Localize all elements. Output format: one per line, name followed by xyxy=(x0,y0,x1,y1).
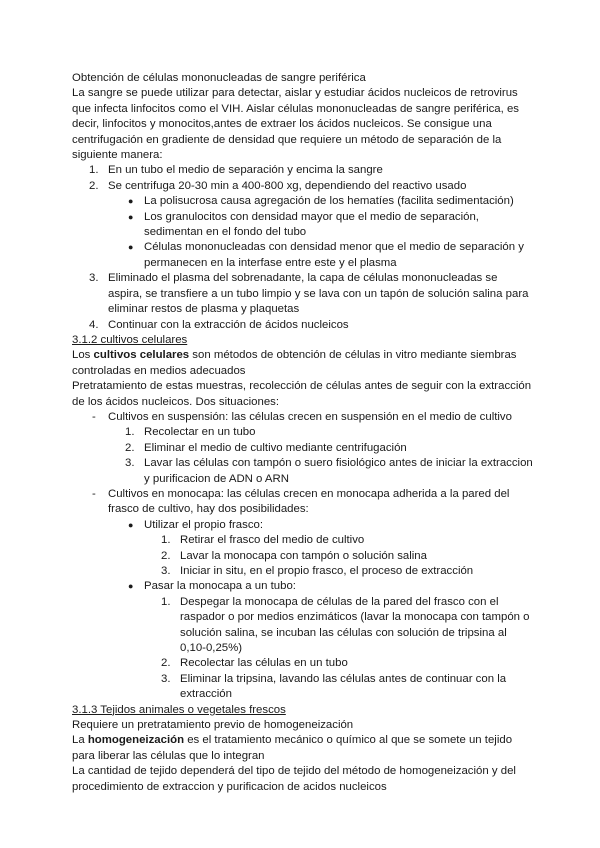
list-item: 2. Recolectar las células en un tubo xyxy=(161,657,348,670)
list-item: - Cultivos en suspensión: las células crecen en suspensión en el medio de cultivo xyxy=(92,410,512,423)
pretreatment-paragraph: Pretratamiento de estas muestras, recolección de células antes de seguir con la extracción de los ácidos nucleicos. Dos situaciones: xyxy=(72,380,532,408)
list-item: - Cultivos en monocapa: las células crecen en monocapa adherida a la pared del frasco de cultivo, hay dos posibilidades: xyxy=(92,487,510,516)
section-title: Obtención de células mononucleadas de sangre periférica xyxy=(72,72,366,84)
list-item: 2. Lavar la monocapa con tampón o solución salina xyxy=(161,549,427,562)
closing-paragraph: La cantidad de tejido dependerá del tipo de tejido del método de homogeneización y del procedimiento de extraccion y purificacion de acidos nucleicos xyxy=(72,765,516,793)
list-item: ● Pasar la monocapa a un tubo: xyxy=(128,580,296,593)
section-heading: 3.1.2 cultivos celulares xyxy=(72,333,188,346)
list-item: 1. En un tubo el medio de separación y encima la sangre xyxy=(89,164,383,177)
situations-list xyxy=(72,410,534,703)
list-item: 1. Recolectar en un tubo xyxy=(125,426,256,439)
list-item: ● Utilizar el propio frasco: xyxy=(128,518,264,531)
procedure-list xyxy=(72,163,534,332)
definition-paragraph: La homogeneización es el tratamiento mecánico o químico al que se somete un tejido para liberar las células que lo integran xyxy=(72,734,513,762)
list-item: 4. Continuar con la extracción de ácidos nucleicos xyxy=(89,318,349,331)
requirement-paragraph: Requiere un pretratamiento previo de homogeneización xyxy=(72,719,354,732)
list-item: ● Células mononucleadas con densidad menor que el medio de separación y permanecen en la interfase entre este y el plasma xyxy=(128,241,524,269)
list-item: 1. Retirar el frasco del medio de cultivo xyxy=(161,534,365,547)
section-heading: 3.1.3 Tejidos animales o vegetales frescos xyxy=(72,703,286,716)
document-page xyxy=(72,71,534,795)
list-item: ● La polisucrosa causa agregación de los hematíes (facilita sedimentación) xyxy=(128,195,514,208)
list-item: 3. Iniciar in situ, en el propio frasco, el proceso de extracción xyxy=(161,565,474,577)
list-item: 1. Despegar la monocapa de células de la pared del frasco con el raspador o por medios enzimáticos (lavar la monocapa con tampón o solución salina, se incuban las células con solución de tripsina al 0,10-0,25%) xyxy=(161,595,530,655)
list-item: 3. Eliminado el plasma del sobrenadante, la capa de células mononucleadas se aspira, se transfiere a un tubo limpio y se lava con un tapón de solución salina para eliminar restos de plasma y plaquetas xyxy=(89,272,529,316)
intro-paragraph: La sangre se puede utilizar para detectar, aislar y estudiar ácidos nucleicos de retrovirus que infecta linfocitos como el VIH. Aislar células mononucleadas de sangre periférica, es decir, linfocitos y monocitos,antes de extraer los ácidos nucleicos. Se consigue una centrifugación en gradiente de densidad que requiere un método de separación de la siguiente manera: xyxy=(72,87,520,162)
list-item: 2. Eliminar el medio de cultivo mediante centrifugación xyxy=(125,441,407,454)
list-item: 3. Eliminar la tripsina, lavando las células antes de continuar con la extracción xyxy=(161,672,507,701)
list-item: 2. Se centrifuga 20-30 min a 400-800 xg, dependiendo del reactivo usado xyxy=(89,179,467,192)
definition-paragraph: Los cultivos celulares son métodos de obtención de células in vitro mediante siembras controladas en medios adecuados xyxy=(72,349,517,377)
list-item: ● Los granulocitos con densidad mayor que el medio de separación, sedimentan en el fondo del tubo xyxy=(128,210,479,239)
list-item: 3. Lavar las células con tampón o suero fisiológico antes de iniciar la extraccion y purificacion de ADN o ARN xyxy=(125,457,533,485)
